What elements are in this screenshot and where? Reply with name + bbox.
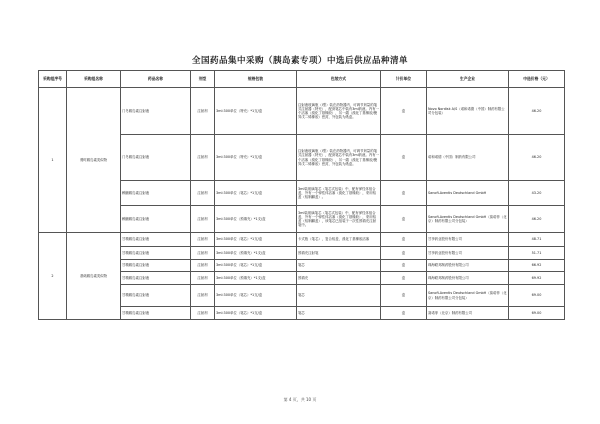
unit-cell: 盒 (381, 247, 427, 260)
manufacturer-cell: 甘李药业股份有限公司 (427, 247, 509, 260)
unit-cell: 盒 (381, 307, 427, 320)
price-cell: 66.92 (509, 260, 565, 272)
spec-cell: 3ml:300单位（笔芯）*1支/盒 (215, 233, 297, 247)
dosage-form-cell: 注射剂 (191, 206, 215, 233)
column-header: 采购组名称 (67, 71, 121, 88)
price-cell: 46.20 (509, 206, 565, 233)
table-row (39, 233, 565, 247)
column-header: 规格包装 (215, 71, 297, 88)
manufacturer-cell: Sanofi-Aventis Deutschland GmbH（赛诺菲（北京）制药有限公司分包装） (427, 285, 509, 307)
drug-name-cell: 门冬胰岛素注射液 (121, 88, 191, 135)
manufacturer-cell: 诺和诺德（中国）制药有限公司 (427, 135, 509, 181)
price-cell: 69.92 (509, 272, 565, 285)
column-header: 中选价格（元） (509, 71, 565, 88)
dosage-form-cell: 注射剂 (191, 307, 215, 320)
spec-cell: 3ml:300单位（笔芯）*1支/盒 (215, 260, 297, 272)
drug-name-cell: 门冬胰岛素注射液 (121, 135, 191, 181)
group-name-cell: 基础胰岛素类似物 (67, 233, 121, 320)
drug-name-cell: 赖脯胰岛素注射液 (121, 206, 191, 233)
spec-cell: 3ml:300单位（预填充）*1支/盒 (215, 272, 297, 285)
spec-cell: 3ml:300单位（笔芯）*1支/盒 (215, 307, 297, 320)
manufacturer-cell: Novo Nordisk A/S（诺和诺德（中国）制药有限公司分包装） (427, 88, 509, 135)
column-header: 计价单位 (381, 71, 427, 88)
packaging-cell: 笔芯 (297, 285, 381, 307)
dosage-form-cell: 注射剂 (191, 88, 215, 135)
packaging-cell: 笔芯 (297, 260, 381, 272)
group-name-cell: 餐时胰岛素类似物 (67, 88, 121, 233)
manufacturer-cell: Sanofi-Aventis Deutschland GmbH（赛诺菲（北京）制药有限公司分包装） (427, 206, 509, 233)
packaging-cell: 预填充注射笔 (297, 247, 381, 260)
drug-name-cell: 甘精胰岛素注射液 (121, 307, 191, 320)
spec-cell: 3ml:300单位（特充）*1支/盒 (215, 88, 297, 135)
dosage-form-cell: 注射剂 (191, 181, 215, 206)
price-cell: 48.71 (509, 233, 565, 247)
column-header: 采购组序号 (39, 71, 67, 88)
group-seq-cell: 2 (39, 233, 67, 320)
dosage-form-cell: 注射剂 (191, 247, 215, 260)
unit-cell: 盒 (381, 260, 427, 272)
price-cell: 43.20 (509, 181, 565, 206)
dosage-form-cell: 注射剂 (191, 135, 215, 181)
column-header: 生产企业 (427, 71, 509, 88)
dosage-form-cell: 注射剂 (191, 233, 215, 247)
unit-cell: 盒 (381, 272, 427, 285)
supply-table (38, 70, 565, 320)
drug-name-cell: 甘精胰岛素注射液 (121, 260, 191, 272)
header-row (39, 71, 565, 88)
dosage-form-cell: 注射剂 (191, 272, 215, 285)
packaging-cell: 笔芯 (297, 307, 381, 320)
spec-cell: 3ml:300单位（笔芯）*1支/盒 (215, 181, 297, 206)
unit-cell: 盒 (381, 233, 427, 247)
packaging-cell: 3ml装玻璃笔芯（笔芯式包装）中，配有弹性体组合盖，外有一个弹性体活塞（溴化丁基橡胶），采用铝盖（铝制翻盖），该笔芯已组装于一次性预填充注射笔中。 (297, 206, 381, 233)
dosage-form-cell: 注射剂 (191, 285, 215, 307)
page-title: 全国药品集中采购（胰岛素专项）中选后供应品种清单 (191, 56, 408, 66)
manufacturer-cell: 甘李药业股份有限公司 (427, 233, 509, 247)
group-seq-cell: 1 (39, 88, 67, 233)
column-header: 药品名称 (121, 71, 191, 88)
spec-cell: 3ml:300单位（特充）*1支/盒 (215, 135, 297, 181)
unit-cell: 盒 (381, 206, 427, 233)
manufacturer-cell: Sanofi-Aventis Deutschland GmbH (427, 181, 509, 206)
packaging-cell: 注射液玻璃瓶（Ⅰ型）装在药物器内，可调节剂量的笔式注射器（特充），配套笔芯中装有3ml药液。内有一个活塞（溴化丁基橡胶），另一端（溴化丁基橡胶/聚异戊二烯橡胶）密封，外包装为纸盒。 (297, 135, 381, 181)
column-header: 剂型 (191, 71, 215, 88)
spec-cell: 3ml:300单位（笔芯）*1支/盒 (215, 285, 297, 307)
packaging-cell: 卡式瓶（笔芯），复合铝盖，溴化丁基橡胶活塞 (297, 233, 381, 247)
unit-cell: 盒 (381, 285, 427, 307)
packaging-cell: 预填充 (297, 272, 381, 285)
spec-cell: 3ml:300单位（预填充）*1支/盒 (215, 247, 297, 260)
dosage-form-cell: 注射剂 (191, 260, 215, 272)
spec-cell: 3ml:300单位（预填充）*1支/盒 (215, 206, 297, 233)
manufacturer-cell: 赛诺菲（北京）制药有限公司 (427, 307, 509, 320)
unit-cell: 盒 (381, 181, 427, 206)
table-row (39, 88, 565, 135)
drug-name-cell: 甘精胰岛素注射液 (121, 285, 191, 307)
price-cell: 69.00 (509, 307, 565, 320)
packaging-cell: 3ml装玻璃笔芯（笔芯式包装）中，配有弹性体组合盖，外有一个弹性体活塞（溴化丁基橡胶），采用铝盖（铝制翻盖）。 (297, 181, 381, 206)
drug-name-cell: 甘精胰岛素注射液 (121, 272, 191, 285)
price-cell: 69.00 (509, 285, 565, 307)
manufacturer-cell: 珠海联邦制药股份有限公司 (427, 260, 509, 272)
price-cell: 51.71 (509, 247, 565, 260)
packaging-cell: 注射液玻璃瓶（Ⅰ型）装在药物器内，可调节剂量的笔式注射器（特充），配套笔芯中装有3ml药液。内有一个活塞（溴化丁基橡胶），另一端（溴化丁基橡胶/聚异戊二烯橡胶）密封，外包装为纸盒。 (297, 88, 381, 135)
page-footer: 第 4 页，共 10 页 (283, 397, 317, 402)
unit-cell: 盒 (381, 135, 427, 181)
drug-name-cell: 甘精胰岛素注射液 (121, 247, 191, 260)
unit-cell: 盒 (381, 88, 427, 135)
manufacturer-cell: 珠海联邦制药股份有限公司 (427, 272, 509, 285)
price-cell: 46.20 (509, 135, 565, 181)
column-header: 包装方式 (297, 71, 381, 88)
price-cell: 46.20 (509, 88, 565, 135)
drug-name-cell: 甘精胰岛素注射液 (121, 233, 191, 247)
drug-name-cell: 赖脯胰岛素注射液 (121, 181, 191, 206)
